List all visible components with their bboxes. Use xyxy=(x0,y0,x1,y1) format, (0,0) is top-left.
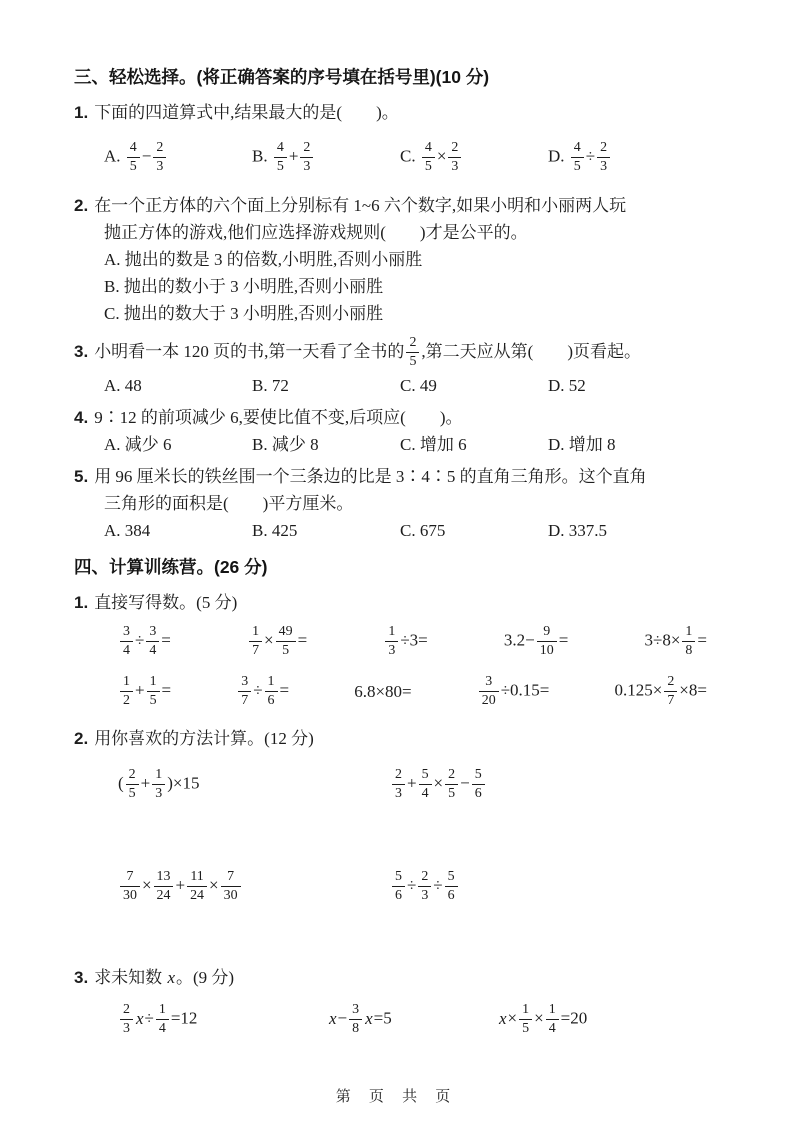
question-5-option-a: A. 384 xyxy=(104,521,151,540)
calc-item: $\frac{3}{7}$ ÷ $\frac{1}{6}$ = xyxy=(236,675,289,709)
question-5-option-b: B. 425 xyxy=(252,521,298,540)
question-1-option-d: D. $\frac{4}{5}$ ÷ $\frac{2}{3}$ xyxy=(548,141,612,175)
method-calc-row-2 xyxy=(74,862,735,912)
subsection-2 xyxy=(74,725,735,912)
question-1-option-b: B. $\frac{4}{5}$ + $\frac{2}{3}$ xyxy=(252,141,400,175)
solve-x-row xyxy=(74,997,735,1043)
question-1-option-a: A. $\frac{4}{5}$ − $\frac{2}{3}$ xyxy=(104,141,252,175)
subsection-3-number: 3. xyxy=(74,968,89,987)
question-3 xyxy=(74,332,735,399)
calc-item: $\frac{1}{2}$ + $\frac{1}{5}$ = xyxy=(118,675,171,709)
question-3-option-c: C. 49 xyxy=(400,376,437,395)
subsection-1 xyxy=(74,589,735,716)
question-5-text-line1: 用 96 厘米长的铁丝围一个三条边的比是 3∶4∶5 的直角三角形。这个直角 xyxy=(94,467,647,486)
question-4-option-d: D. 增加 8 xyxy=(548,435,616,454)
question-3-option-b: B. 72 xyxy=(252,376,289,395)
question-3-option-d: D. 52 xyxy=(548,376,586,395)
method-expr: $\frac{5}{6}$ ÷ $\frac{2}{3}$ ÷ $\frac{5}{6}$ xyxy=(390,870,460,904)
question-1-number: 1. xyxy=(74,103,89,122)
question-3-text: 小明看一本 120 页的书,第一天看了全书的 $\frac{2}{5}$ ,第二天应从第( )页看起。 xyxy=(94,335,641,369)
question-5-text-line2: 三角形的面积是( )平方厘米。 xyxy=(104,494,354,513)
question-4-number: 4. xyxy=(74,408,89,427)
calc-item: 6.8×80= xyxy=(354,682,412,701)
question-1 xyxy=(74,99,735,181)
subsection-3-title: 求未知数 x。(9 分) xyxy=(94,968,235,987)
subsection-1-title: 直接写得数。(5 分) xyxy=(94,593,238,612)
method-expr: $\frac{2}{3}$ + $\frac{5}{4}$ × $\frac{2}{5}$ − $\frac{5}{6}$ xyxy=(390,768,487,802)
equation: $\frac{2}{3}$ x÷ $\frac{1}{4}$ =12 xyxy=(118,1003,328,1037)
question-1-options xyxy=(74,135,735,181)
equation: x− $\frac{3}{8}$ x=5 xyxy=(329,1002,392,1036)
question-5-option-d: D. 337.5 xyxy=(548,521,608,540)
question-2-option-a: A. 抛出的数是 3 的倍数,小明胜,否则小丽胜 xyxy=(104,250,423,269)
question-2-option-c: C. 抛出的数大于 3 小明胜,否则小丽胜 xyxy=(104,304,384,323)
question-4-option-b: B. 减少 8 xyxy=(252,435,319,454)
question-4-options xyxy=(74,431,735,458)
calc-item: 3÷8× $\frac{1}{8}$ = xyxy=(644,624,707,658)
calc-item: $\frac{3}{20}$ ÷0.15= xyxy=(477,675,550,709)
calc-item: $\frac{3}{4}$ ÷ $\frac{3}{4}$ = xyxy=(118,625,171,659)
question-2-number: 2. xyxy=(74,196,89,215)
section-4-title: 四、计算训练营。(26 分) xyxy=(74,557,268,577)
question-5-options xyxy=(74,517,735,544)
question-2-options xyxy=(74,246,735,327)
question-5-number: 5. xyxy=(74,467,89,486)
question-5-option-c: C. 675 xyxy=(400,521,446,540)
calc-item: 0.125× $\frac{2}{7}$ ×8= xyxy=(614,674,707,708)
question-3-number: 3. xyxy=(74,342,89,361)
subsection-2-title: 用你喜欢的方法计算。(12 分) xyxy=(94,729,314,748)
question-3-options xyxy=(74,372,735,399)
question-2-option-b: B. 抛出的数小于 3 小明胜,否则小丽胜 xyxy=(104,277,384,296)
method-expr: ( $\frac{2}{5}$ + $\frac{1}{3}$ )×15 xyxy=(118,767,200,801)
question-4-option-a: A. 减少 6 xyxy=(104,435,172,454)
question-2-text-line1: 在一个正方体的六个面上分别标有 1~6 六个数字,如果小明和小丽两人玩 xyxy=(94,196,627,215)
method-calc-row-1 xyxy=(74,760,735,810)
subsection-2-number: 2. xyxy=(74,729,89,748)
question-4 xyxy=(74,404,735,458)
question-1-option-c: C. $\frac{4}{5}$ × $\frac{2}{3}$ xyxy=(400,141,548,175)
subsection-3 xyxy=(74,964,735,1043)
method-expr: $\frac{7}{30}$ × $\frac{13}{24}$ + $\frac{11}{24}$ × $\frac{7}{30}$ xyxy=(118,870,390,904)
equation: x× $\frac{1}{5}$ × $\frac{1}{4}$ =20 xyxy=(499,1002,588,1036)
question-2 xyxy=(74,192,735,327)
calc-item: 3.2− $\frac{9}{10}$ = xyxy=(503,624,569,658)
subsection-1-number: 1. xyxy=(74,593,89,612)
question-2-text-line2: 抛正方体的游戏,他们应选择游戏规则( )才是公平的。 xyxy=(104,223,528,242)
question-4-option-c: C. 增加 6 xyxy=(400,435,467,454)
page-footer: 第 页 共 页 xyxy=(335,1088,458,1105)
direct-calc-row-2 xyxy=(74,668,735,716)
calc-item: $\frac{1}{7}$ × $\frac{49}{5}$ = xyxy=(247,625,307,659)
question-3-option-a: A. 48 xyxy=(104,376,142,395)
direct-calc-row-1 xyxy=(74,618,735,666)
question-1-text: 下面的四道算式中,结果最大的是( )。 xyxy=(94,103,399,122)
section-3-title: 三、轻松选择。(将正确答案的序号填在括号里)(10 分) xyxy=(74,67,490,87)
question-5 xyxy=(74,463,735,544)
question-4-text: 9∶12 的前项减少 6,要使比值不变,后项应( )。 xyxy=(94,408,463,427)
calc-item: $\frac{1}{3}$ ÷3= xyxy=(383,625,427,659)
